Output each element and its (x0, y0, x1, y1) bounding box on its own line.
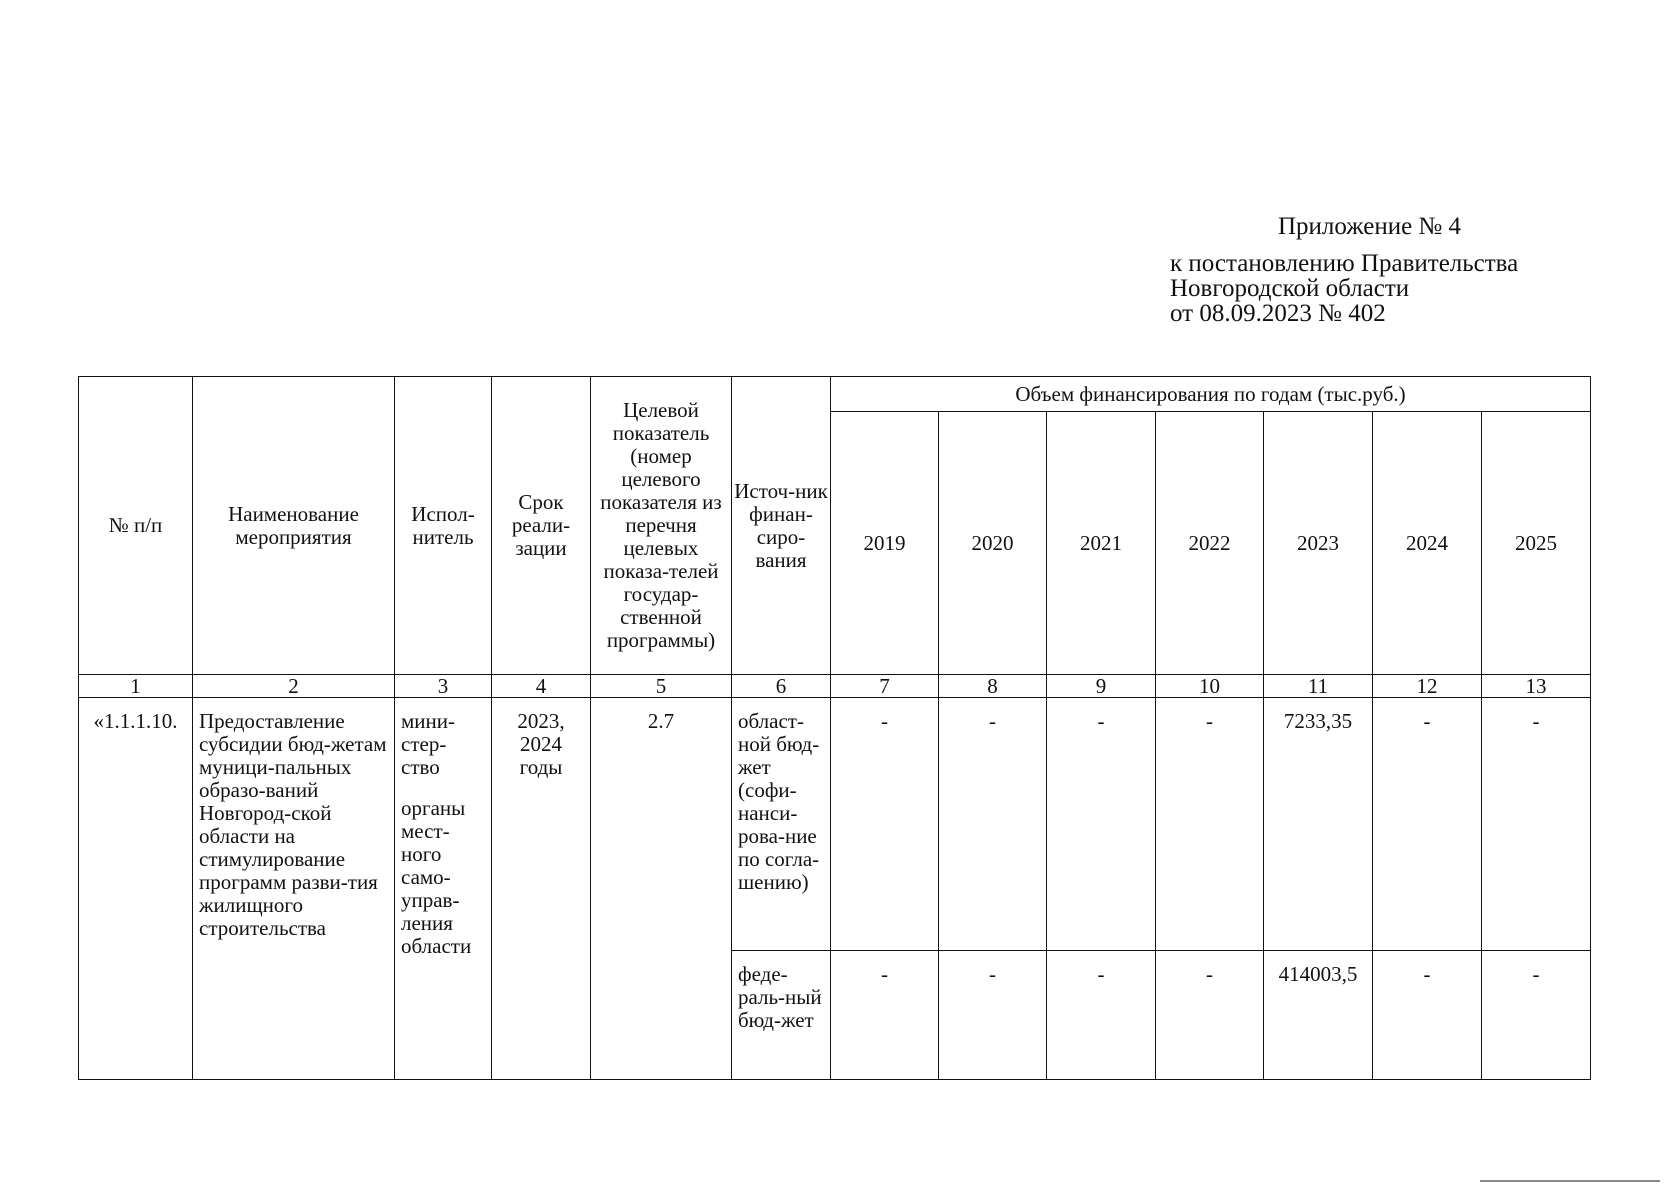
column-number: 4 (492, 675, 591, 698)
column-number: 9 (1047, 675, 1156, 698)
value-cell: 7233,35 (1264, 698, 1373, 951)
value-cell: - (939, 698, 1047, 951)
header-year: 2019 (831, 412, 939, 675)
header-year: 2021 (1047, 412, 1156, 675)
header-executor: Испол-нитель (395, 377, 492, 675)
row-target: 2.7 (591, 698, 732, 1080)
header-term: Срок реали-зации (492, 377, 591, 675)
scan-mark (1480, 1180, 1660, 1182)
row-executor (395, 698, 492, 1080)
funding-table (78, 376, 1591, 1080)
value-cell: - (1156, 698, 1264, 951)
header-target: Целевой показатель (номер целевого показателя из перечня целевых показа-телей государ-ственной программы) (591, 377, 732, 675)
value-cell: - (1047, 698, 1156, 951)
column-number: 1 (79, 675, 193, 698)
column-number: 10 (1156, 675, 1264, 698)
column-number: 6 (732, 675, 831, 698)
column-number-row (79, 675, 1591, 698)
value-cell: - (831, 698, 939, 951)
column-number: 7 (831, 675, 939, 698)
value-cell: - (1373, 698, 1482, 951)
header-year: 2025 (1482, 412, 1591, 675)
header-year: 2023 (1264, 412, 1373, 675)
value-cell: 414003,5 (1264, 951, 1373, 1080)
header-year: 2020 (939, 412, 1047, 675)
header-name: Наименование мероприятия (193, 377, 395, 675)
column-number: 11 (1264, 675, 1373, 698)
executor-local-government: органы мест-ного само-управ-ления области (401, 796, 472, 958)
table-row (79, 698, 1591, 951)
value-cell: - (1047, 951, 1156, 1080)
appendix-line-3: от 08.09.2023 № 402 (1170, 300, 1386, 327)
executor-ministry: мини-стер-ство (401, 709, 455, 779)
column-number: 8 (939, 675, 1047, 698)
column-number: 2 (193, 675, 395, 698)
value-cell: - (939, 951, 1047, 1080)
appendix-title: Приложение № 4 (1278, 213, 1462, 240)
source-regional-budget: област-ной бюд-жет (софи-нанси-рова-ние по согла-шению) (732, 698, 831, 951)
header-year: 2024 (1373, 412, 1482, 675)
header-num: № п/п (79, 377, 193, 675)
source-federal-budget: феде-раль-ный бюд-жет (732, 951, 831, 1080)
column-number: 5 (591, 675, 732, 698)
value-cell: - (1373, 951, 1482, 1080)
header-funding-group: Объем финансирования по годам (тыс.руб.) (831, 377, 1591, 412)
value-cell: - (1482, 951, 1591, 1080)
column-number: 13 (1482, 675, 1591, 698)
row-name: Предоставление субсидии бюд-жетам муници-пальных образо-ваний Новгород-ской области на стимулирование программ разви-тия жилищного строительства (193, 698, 395, 1080)
appendix-line-2: Новгородской области (1170, 275, 1410, 302)
column-number: 12 (1373, 675, 1482, 698)
column-number: 3 (395, 675, 492, 698)
header-year: 2022 (1156, 412, 1264, 675)
appendix-line-1: к постановлению Правительства (1170, 250, 1519, 277)
value-cell: - (1156, 951, 1264, 1080)
appendix-header (1170, 214, 1518, 326)
row-number: «1.1.1.10. (79, 698, 193, 1080)
value-cell: - (1482, 698, 1591, 951)
row-term: 2023, 2024 годы (492, 698, 591, 1080)
value-cell: - (831, 951, 939, 1080)
header-source: Источ-ник финан-сиро-вания (732, 377, 831, 675)
